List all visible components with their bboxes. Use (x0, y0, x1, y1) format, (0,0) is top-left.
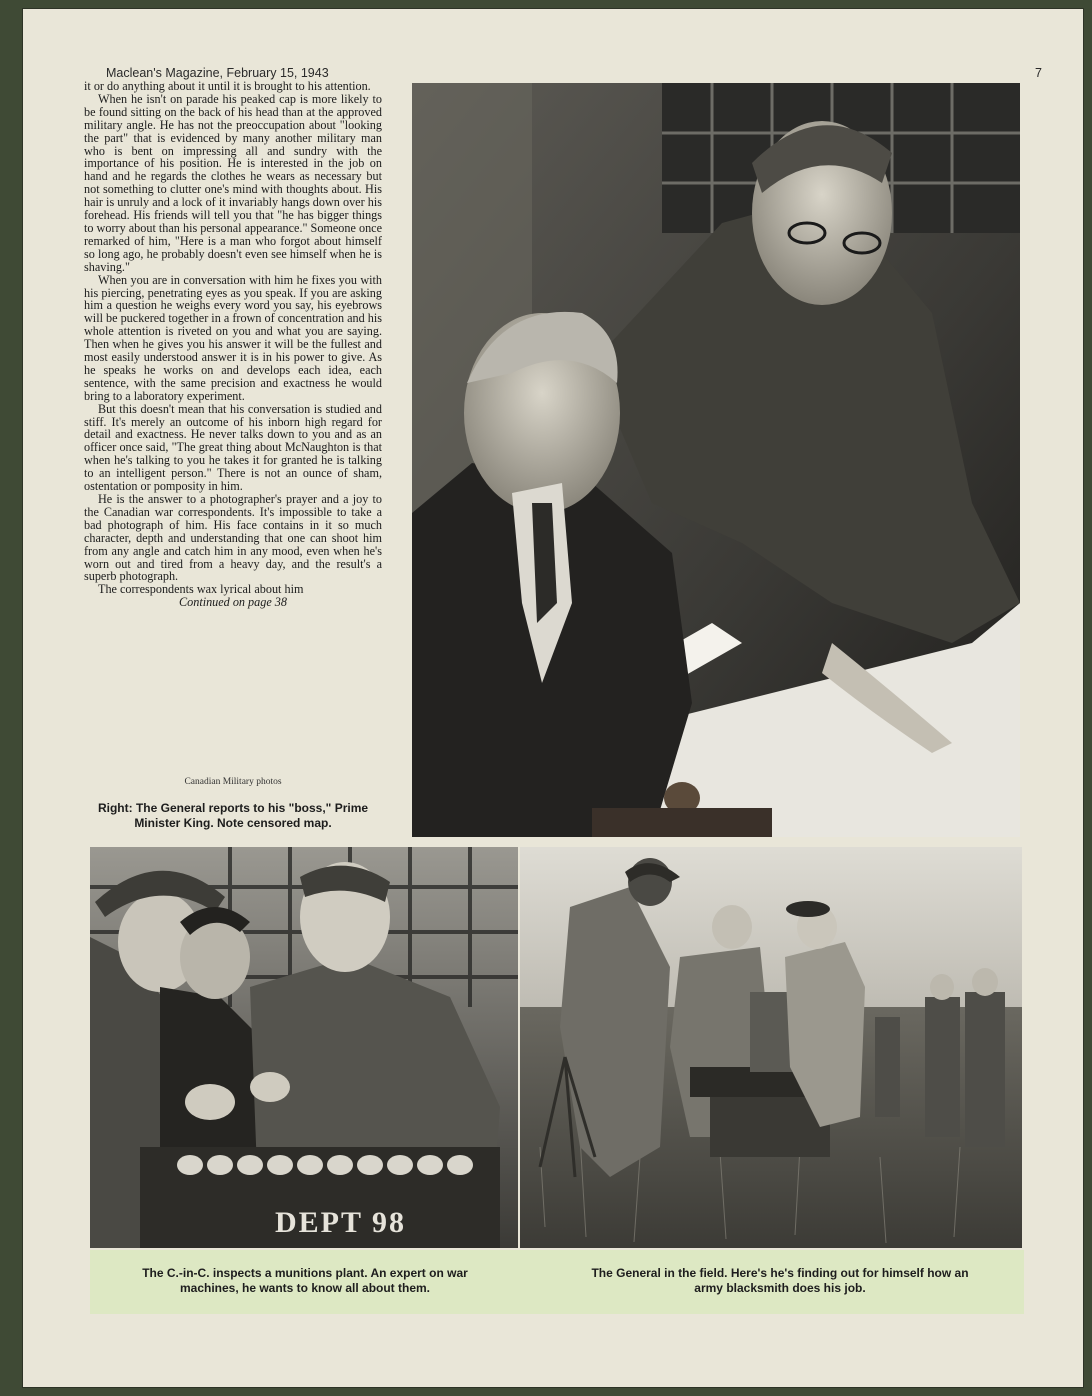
article-paragraph: When you are in conversation with him he fixes you with his piercing, penetrating eyes as you speak. If you are asking him a question he weighs every word you say, his eyebrows will be puckered together in a frown of concentration and his whole attention is riveted on you and what you are saying. Then when he gives you his answer it will be the fullest and most easily understood answer it is in his power to give. As he speaks he works on and develops each idea, each sentence, with the same precision and exactness he would bring to a laboratory experiment. (84, 272, 382, 403)
article-paragraph: The correspondents wax lyrical about him (98, 582, 304, 597)
caption-field: The General in the field. Here's he's finding out for himself how an army blacksmith does his job. (591, 1266, 969, 1295)
publication-line: Maclean's Magazine, February 15, 1943 (106, 66, 329, 80)
caption-prime-minister: Right: The General reports to his "boss," Prime Minister King. Note censored map. (97, 801, 369, 830)
article-paragraph: He is the answer to a photographer's prayer and a joy to the Canadian war correspondents. It's impossible to take a bad photograph of him. His face contains in it so much character, depth and understanding that one can shoot him from any angle and catch him in any mood, even when he's worn out and tired from a heavy day, and the result's a superb photograph. (84, 492, 382, 584)
article-column (84, 80, 382, 752)
continued-note: Continued on page 38 (179, 595, 287, 610)
photo-general-in-field (520, 847, 1022, 1248)
caption-band (90, 1250, 1024, 1314)
caption-munitions-plant: The C.-in-C. inspects a munitions plant. An expert on war machines, he wants to know all about them. (142, 1266, 468, 1295)
crate-label: DEPT 98 (275, 1206, 406, 1239)
article-paragraph: But this doesn't mean that his conversation is studied and stiff. It's merely an outcome of his inborn high regard for detail and exactness. He never talks down to you and as an officer once said, "The great thing about McNaughton is that when he's talking to you he takes it for granted he is talking to an intelligent person." There is not an ounce of sham, ostentation or pomposity in him. (84, 401, 382, 494)
photo-general-with-prime-minister (412, 83, 1020, 837)
photo-munitions-plant (90, 847, 518, 1248)
photo-credit: Canadian Military photos (184, 777, 282, 787)
article-paragraph: it or do anything about it until it is brought to his attention. (84, 80, 371, 93)
article-paragraph: When he isn't on parade his peaked cap is more likely to be found sitting on the back of his head than at the approved military angle. He has not the preoccupation about "looking the part" that is evidenced by many another military man who is bent on impressing all and sundry with the importance of his position. He is interested in the job on hand and he regards the clothes he wears as necessary but not something to clutter one's mind with thoughts about. His hair is unruly and a lock of it invariably hangs down over his forehead. His friends will tell you that "he has bigger things to worry about than his personal appearance." Someone once remarked of him, "Here is a man who forgot about himself so long ago, he probably doesn't even see himself when he is shaving." (84, 91, 382, 274)
page-number: 7 (1035, 66, 1042, 80)
